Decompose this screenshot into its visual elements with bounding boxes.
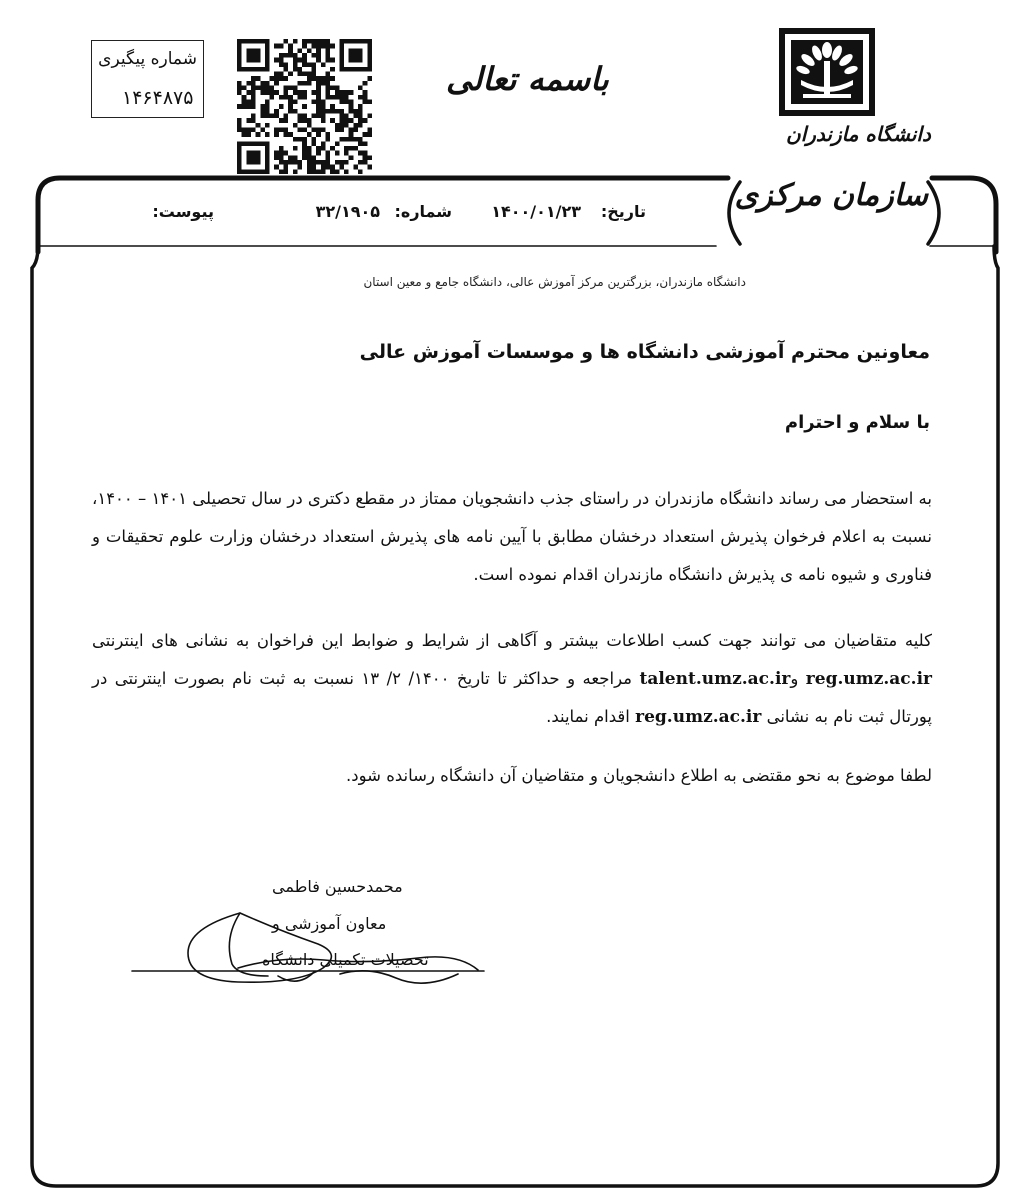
date-value: ۱۴۰۰/۰۱/۲۳ [491, 202, 581, 221]
paragraph-2-text-2: مراجعه و حداکثر تا تاریخ ۱۴۰۰/ ۲/ ۱۳ نسبت به ثبت نام بصورت اینترنتی در پورتال ثبت نام به نشانی [92, 669, 932, 726]
number-label: شماره: [394, 202, 452, 221]
paragraph-2-connector: و [790, 669, 806, 688]
tracking-number-box [91, 40, 204, 118]
signer-title-line-1: معاون آموزشی و [272, 914, 387, 933]
attachment-label: پیوست: [152, 202, 214, 221]
registration-portal-link[interactable]: reg.umz.ac.ir [635, 707, 762, 727]
paragraph-2-text-3: اقدام نمایند. [546, 707, 636, 726]
qr-code-icon [237, 39, 372, 174]
date-label: تاریخ: [600, 202, 646, 221]
letter-greeting: با سلام و احترام [784, 412, 930, 433]
signer-name: محمدحسین فاطمی [272, 877, 403, 896]
university-motto: دانشگاه مازندران، بزرگترین مرکز آموزش عالی، دانشگاه جامع و معین استان [363, 275, 746, 289]
basmala-heading: باسمه تعالی [446, 60, 609, 98]
paragraph-2-text-1: کلیه متقاضیان می توانند جهت کسب اطلاعات بیشتر و آگاهی از شرایط و ضوابط این فراخوان به نشانی های اینترنتی [92, 631, 932, 650]
letter-recipient: معاونین محترم آموزشی دانشگاه ها و موسسات آموزش عالی [359, 341, 930, 363]
letter-paragraph-3: لطفا موضوع به نحو مقتضی به اطلاع دانشجویان و متقاضیان آن دانشگاه رسانده شود. [346, 766, 932, 785]
reg-portal-link[interactable]: reg.umz.ac.ir [805, 669, 932, 689]
talent-portal-link[interactable]: talent.umz.ac.ir [639, 669, 791, 689]
organization-title: سازمان مرکزی [734, 178, 928, 213]
university-tree-logo-icon [779, 28, 875, 116]
number-value: ۳۲/۱۹۰۵ [315, 202, 380, 221]
university-name: دانشگاه مازندران [786, 122, 931, 146]
tracking-label: شماره پیگیری [98, 49, 197, 69]
letter-paragraph-1: به استحضار می رساند دانشگاه مازندران در راستای جذب دانشجویان ممتاز در مقطع دکتری در سال تحصیلی ۱۴۰۱ – ۱۴۰۰، نسبت به اعلام فرخوان پذیرش استعداد درخشان مطابق با آیین نامه های پذیرش استعداد درخشان وزارت علوم تحقیقات و فناوری و شیوه نامه ی پذیرش دانشگاه مازندران اقدام نموده است. [92, 489, 932, 584]
letter-paragraph-2 [92, 622, 932, 736]
tracking-number: ۱۴۶۴۸۷۵ [122, 87, 194, 109]
signer-title-line-2: تحصیلات تکمیلی دانشگاه [262, 950, 429, 969]
